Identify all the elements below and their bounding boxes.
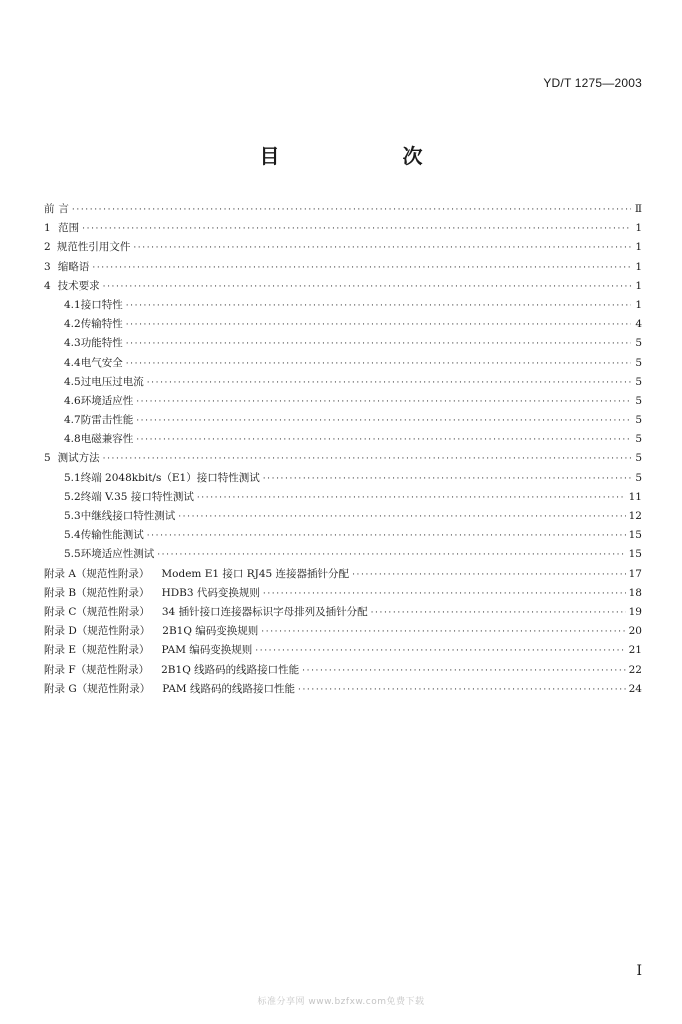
toc-entry-page: 4	[635, 318, 642, 331]
toc-entry-label: 过电压过电流	[80, 375, 144, 388]
toc-leader-dots	[371, 604, 626, 623]
toc-entry-label: 终端 2048kbit/s（E1）接口特性测试	[80, 471, 260, 484]
toc-entry[interactable]	[44, 680, 642, 699]
toc-entry-page: 5	[635, 337, 642, 350]
toc-leader-dots	[126, 355, 631, 374]
toc-entry-page: 5	[635, 414, 642, 427]
toc-entry-number: 4.4	[64, 356, 81, 369]
toc-entry-number: 附录 C（规范性附录）	[44, 605, 150, 618]
toc-entry-label: 中继线接口特性测试	[80, 510, 176, 522]
toc-entry-page: 15	[628, 529, 642, 542]
toc-entry[interactable]	[44, 238, 642, 257]
toc-leader-dots	[197, 489, 626, 508]
toc-entry-number: 5	[44, 452, 51, 465]
toc-entry-page: 17	[628, 567, 642, 580]
document-code: YD/T 1275—2003	[543, 76, 642, 90]
toc-entry[interactable]	[44, 258, 642, 277]
toc-entry-page: Ⅱ	[634, 203, 642, 215]
toc-entry-label: 环境适应性	[80, 394, 134, 407]
toc-entry-number: 附录 E（规范性附录）	[44, 644, 150, 657]
toc-leader-dots	[263, 585, 626, 604]
toc-entry-number: 附录 A（规范性附录）	[44, 567, 150, 580]
toc-entry[interactable]	[44, 373, 642, 392]
toc-entry-page: 22	[628, 663, 642, 676]
toc-entry-label: PAM 线路码的线路接口性能	[162, 682, 296, 695]
toc-leader-dots	[298, 681, 626, 700]
toc-entry-page: 5	[635, 452, 642, 465]
toc-entry-page: 5	[635, 356, 642, 369]
toc-entry-number: 附录 B（规范性附录）	[44, 586, 150, 599]
toc-entry-number: 4	[44, 279, 51, 292]
toc-entry[interactable]	[44, 603, 642, 622]
page-folio: I	[636, 963, 642, 979]
toc-leader-dots	[133, 239, 631, 258]
toc-entry[interactable]	[44, 488, 642, 507]
toc-leader-dots	[136, 393, 631, 412]
toc-entry-number: 5.4	[64, 529, 81, 542]
toc-leader-dots	[103, 278, 631, 297]
toc-entry-number: 4.7	[64, 414, 81, 427]
toc-leader-dots	[82, 220, 631, 239]
toc-entry-page: 5	[635, 433, 642, 446]
toc-entry-label: 范围	[58, 222, 80, 235]
toc-entry[interactable]	[44, 469, 642, 488]
toc-entry-number: 2	[44, 241, 51, 254]
toc-entry-label: 电磁兼容性	[80, 433, 134, 446]
toc-leader-dots	[92, 259, 631, 278]
toc-entry-page: 18	[628, 586, 642, 599]
toc-entry[interactable]	[44, 315, 642, 334]
toc-entry[interactable]	[44, 334, 642, 353]
toc-entry-number: 4.1	[64, 298, 81, 311]
toc-entry-label: 言	[58, 203, 69, 215]
toc-entry-label: 环境适应性测试	[80, 548, 155, 561]
toc-entry-label: HDB3 代码变换规则	[161, 586, 260, 599]
toc-entry[interactable]	[44, 641, 642, 660]
toc-entry[interactable]	[44, 661, 642, 680]
toc-entry-number: 附录 F（规范性附录）	[44, 663, 150, 676]
toc-entry[interactable]	[44, 219, 642, 238]
toc-leader-dots	[261, 623, 625, 642]
toc-entry-number: 4.8	[64, 433, 81, 446]
toc-entry-label: 传输特性	[80, 318, 123, 331]
toc-entry-number: 3	[44, 260, 51, 273]
toc-entry-number: 1	[44, 222, 51, 235]
toc-leader-dots	[263, 470, 631, 489]
toc-entry-label: 2B1Q 线路码的线路接口性能	[161, 663, 300, 676]
toc-entry[interactable]	[44, 411, 642, 430]
toc-entry-label: 传输性能测试	[80, 529, 144, 542]
toc-entry[interactable]	[44, 200, 642, 219]
toc-leader-dots	[126, 316, 631, 335]
toc-entry[interactable]	[44, 277, 642, 296]
toc-entry-page: 24	[628, 682, 642, 695]
toc-entry-page: 5	[635, 375, 642, 388]
toc-leader-dots	[178, 508, 625, 527]
toc-entry[interactable]	[44, 584, 642, 603]
toc-leader-dots	[302, 662, 625, 681]
toc-entry-page: 12	[628, 510, 642, 522]
toc-entry-number: 4.3	[64, 337, 81, 350]
toc-entry-page: 1	[635, 298, 642, 311]
toc-entry-page: 20	[628, 625, 642, 638]
toc-entry-page: 11	[628, 490, 642, 503]
toc-entry-number: 附录 G（规范性附录）	[44, 682, 151, 695]
toc-leader-dots	[157, 546, 625, 565]
toc-entry-label: PAM 编码变换规则	[161, 644, 253, 657]
toc-entry[interactable]	[44, 545, 642, 564]
toc-entry[interactable]	[44, 430, 642, 449]
toc-entry[interactable]	[44, 622, 642, 641]
toc-entry-page: 1	[635, 260, 642, 273]
toc-entry-page: 5	[635, 394, 642, 407]
toc-entry-page: 1	[635, 222, 642, 235]
toc-leader-dots	[126, 297, 631, 316]
toc-entry[interactable]	[44, 296, 642, 315]
toc-entry[interactable]	[44, 565, 642, 584]
toc-entry-number: 5.3	[64, 510, 81, 522]
toc-entry[interactable]	[44, 354, 642, 373]
toc-entry-page: 21	[628, 644, 642, 657]
toc-entry-page: 19	[628, 605, 642, 618]
toc-leader-dots	[136, 431, 631, 450]
toc-entry[interactable]	[44, 507, 642, 526]
toc-entry-number: 5.5	[64, 548, 81, 561]
toc-entry-page: 5	[635, 471, 642, 484]
toc-entry-page: 1	[635, 279, 642, 292]
page-title: 目 次	[259, 144, 481, 168]
toc-entry-number: 4.5	[64, 375, 81, 388]
toc-entry-label: 电气安全	[80, 356, 123, 369]
toc-entry[interactable]	[44, 526, 642, 545]
toc-entry-label: 缩略语	[57, 260, 90, 273]
toc-entry[interactable]	[44, 449, 642, 468]
toc-entry-number: 附录 D（规范性附录）	[44, 625, 151, 638]
toc-entry-number: 前	[44, 203, 55, 215]
toc-entry-number: 4.6	[64, 394, 81, 407]
toc-entry-label: 功能特性	[80, 337, 123, 350]
toc-leader-dots	[255, 642, 625, 661]
toc-entry-label: 接口特性	[80, 298, 123, 311]
watermark: 标准分享网 www.bzfxw.com免费下载	[257, 997, 425, 1007]
toc-entry-label: Modem E1 接口 RJ45 连接器插针分配	[161, 567, 350, 580]
toc-entry-number: 5.1	[64, 471, 81, 484]
toc-leader-dots	[147, 527, 626, 546]
toc-entry-label: 防雷击性能	[80, 414, 134, 427]
toc-entry-label: 34 插针接口连接器标识字母排列及插针分配	[161, 605, 368, 618]
table-of-contents	[44, 200, 642, 699]
toc-leader-dots	[126, 335, 631, 354]
toc-entry-label: 测试方法	[57, 452, 100, 465]
toc-leader-dots	[103, 450, 631, 469]
toc-entry[interactable]	[44, 392, 642, 411]
toc-leader-dots	[136, 412, 631, 431]
toc-entry-number: 5.2	[64, 490, 81, 503]
toc-entry-page: 1	[635, 241, 642, 254]
toc-leader-dots	[352, 566, 626, 585]
toc-entry-label: 技术要求	[57, 279, 100, 292]
toc-entry-label: 规范性引用文件	[56, 241, 131, 254]
toc-entry-label: 终端 V.35 接口特性测试	[80, 490, 194, 503]
toc-entry-label: 2B1Q 编码变换规则	[162, 625, 259, 638]
toc-leader-dots	[72, 201, 631, 220]
toc-entry-number: 4.2	[64, 318, 81, 331]
toc-entry-page: 15	[628, 548, 642, 561]
toc-leader-dots	[147, 374, 631, 393]
